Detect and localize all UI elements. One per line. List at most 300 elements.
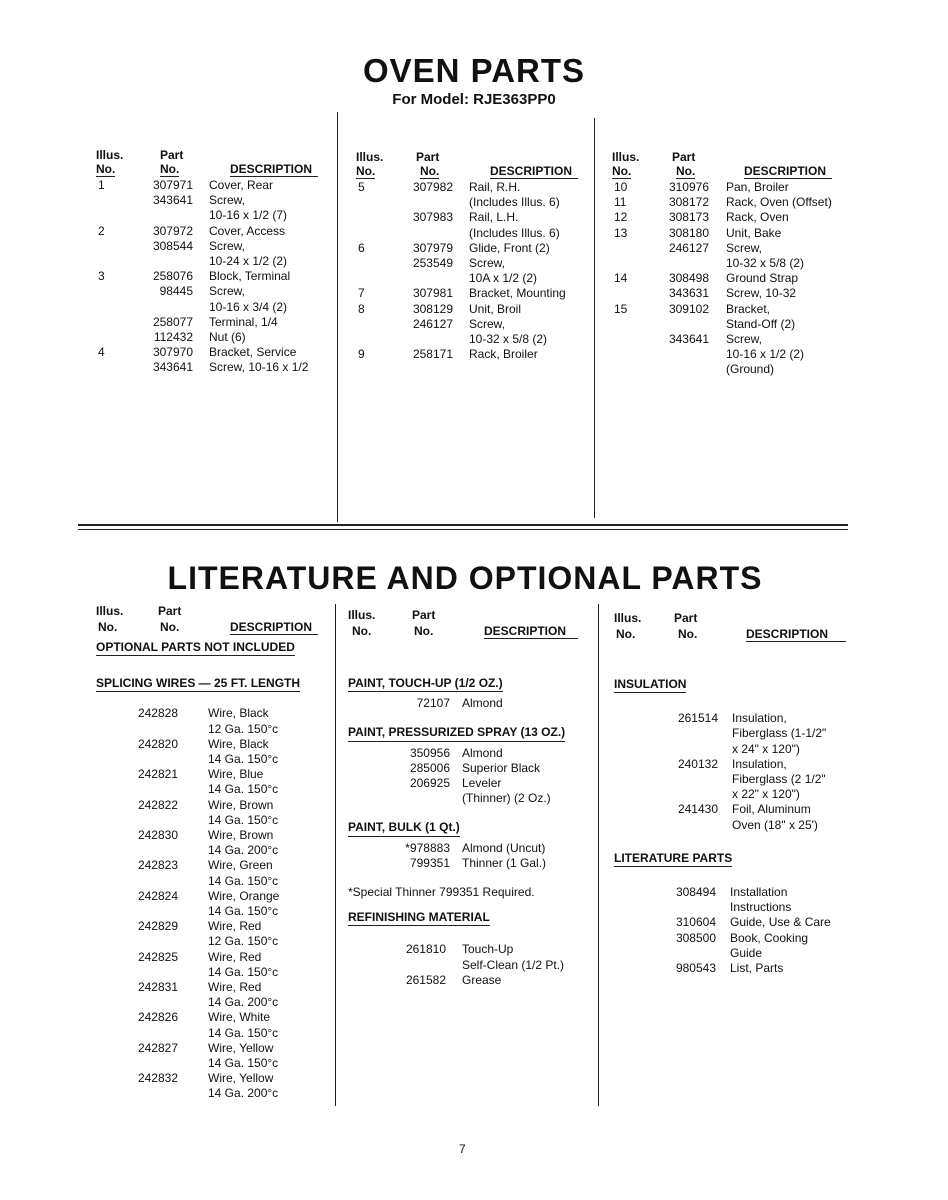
part-number: 246127 [668,240,709,255]
paint-touchup-heading: PAINT, TOUCH-UP (1/2 OZ.) [348,676,503,692]
lit-col-2 [348,608,596,988]
lit-col-1 [96,604,332,1102]
part-number: 242826 [137,1010,178,1025]
part-number: 242831 [137,980,178,995]
part-description: x 24" x 120") [732,741,800,756]
wire-gauge: 14 Ga. 200°c [208,1086,279,1101]
illus-label: Illus. [96,148,124,162]
part-row [356,317,592,332]
optional-parts-heading: OPTIONAL PARTS NOT INCLUDED [96,640,295,656]
part-description: x 22" x 120") [732,787,800,802]
part-row [96,1071,332,1086]
part-row [96,980,332,995]
wire-item [96,828,332,858]
illus-label: Illus. [96,604,124,618]
part-description: Bracket, [726,301,771,316]
part-description: Screw, [209,193,246,208]
part-description: Fiberglass (1-1/2" [732,726,827,741]
part-row [96,360,332,375]
part-description: Stand-Off (2) [726,316,796,331]
description-label: DESCRIPTION [746,627,846,642]
part-row [612,256,848,271]
part-row [614,900,848,915]
part-number: 310604 [675,915,716,930]
part-description: 10-16 x 1/2 (2) [726,347,805,362]
part-description: 10-16 x 3/4 (2) [209,299,288,314]
part-row [96,208,332,223]
part-number: 242825 [137,949,178,964]
part-description: Wire, Yellow [208,1071,274,1086]
part-row [356,226,592,241]
oven-parts-title: OVEN PARTS [362,52,586,89]
part-description: Wire, Red [208,919,262,934]
part-number: 242829 [137,919,178,934]
page-number: 7 [459,1142,466,1156]
illus-label: Illus. [356,150,384,164]
part-number: 258171 [412,347,453,362]
part-row [96,950,332,965]
part-description: Rail, R.H. [469,180,521,194]
part-description: Wire, Brown [208,797,274,812]
part-description: Rack, Broiler [469,347,538,362]
wire-gauge: 14 Ga. 200°c [208,995,279,1010]
divider-top-2 [594,118,595,518]
part-number: 112432 [153,330,193,345]
part-row [348,841,596,856]
part-row [96,193,332,208]
part-number: 310976 [668,180,709,194]
part-label: Part [158,604,182,618]
part-row [356,302,592,317]
part-number: 308544 [152,238,193,253]
wire-gauge: 14 Ga. 150°c [208,1056,279,1071]
part-number: 308172 [668,195,709,210]
part-label: Part [160,148,184,162]
insulation-list [614,711,848,833]
part-description: Screw, 10-32 [726,286,797,301]
part-row [612,347,848,362]
part-number: 242820 [137,736,178,751]
part-description: (Thinner) (2 Oz.) [462,791,551,806]
part-description: Oven (18" x 25') [732,817,818,832]
illus-number: 4 [98,345,105,360]
divider-bottom-1 [335,604,336,1106]
part-number: 343641 [152,193,193,208]
illus-number: 12 [614,210,628,225]
part-row [348,746,596,761]
part-no-label: No. [414,624,434,638]
part-description: Screw, [469,256,506,271]
part-row [348,942,596,957]
illus-label: Illus. [614,611,642,625]
paint-bulk-heading: PAINT, BULK (1 Qt.) [348,820,460,836]
part-row [356,286,592,301]
part-description: 10A x 1/2 (2) [469,271,538,286]
illus-number: 11 [614,195,627,210]
refinishing-heading: REFINISHING MATERIAL [348,910,490,926]
part-row [348,791,596,806]
part-row [96,889,332,904]
part-row [96,224,332,239]
part-description: Screw, [209,284,246,299]
illus-no-label: No. [612,164,632,178]
description-label: DESCRIPTION [230,162,318,177]
part-row [614,946,848,961]
illus-no-label: No. [96,162,116,176]
part-row [612,332,848,347]
paint-touchup-list [348,696,596,711]
part-number: 307972 [152,223,193,238]
illus-number: 5 [358,180,365,194]
part-description: Nut (6) [209,330,246,345]
oven-col-2-rows [356,180,592,362]
part-description: Screw, [726,240,763,255]
part-description: Wire, White [208,1010,271,1025]
part-row [356,210,592,225]
wire-item [96,798,332,828]
illus-no-label: No. [616,627,636,641]
part-row [96,239,332,254]
illus-label: Illus. [612,150,640,164]
paint-spray-heading: PAINT, PRESSURIZED SPRAY (13 OZ.) [348,725,565,741]
part-description: Insulation, [732,756,787,771]
part-row [96,1010,332,1025]
part-number: 307970 [152,345,193,360]
part-description: Touch-Up [462,942,514,957]
part-row [348,761,596,776]
illus-number: 10 [614,180,628,194]
part-row [356,332,592,347]
part-label: Part [416,150,440,164]
part-row [614,802,848,817]
part-row [348,856,596,871]
wire-item [96,980,332,1010]
paint-bulk-list [348,841,596,871]
part-number: 307971 [152,178,193,192]
oven-col-2-header [356,150,592,180]
divider-top-1 [337,112,338,522]
part-number: 308173 [668,210,709,225]
part-number: 242827 [137,1040,178,1055]
part-row [356,195,592,210]
part-description: Rack, Oven [726,210,789,225]
part-row [614,757,848,772]
part-number: 242828 [137,706,178,721]
part-number: 343641 [668,332,709,347]
part-number: 307981 [412,286,453,301]
illus-no-label: No. [98,620,118,634]
wire-gauge: 14 Ga. 150°c [208,782,279,797]
part-description: Wire, Yellow [208,1040,274,1055]
section-rule [78,524,848,526]
part-label: Part [412,608,436,622]
part-no-label: No. [676,164,696,178]
part-row [612,302,848,317]
oven-col-3-rows [612,180,848,378]
part-row [348,973,596,988]
part-description: Wire, Brown [208,828,274,843]
part-row [96,284,332,299]
oven-col-3-header [612,150,848,180]
illus-label: Illus. [348,608,376,622]
part-row [614,787,848,802]
part-description: 10-16 x 1/2 (7) [209,208,288,223]
part-description: Almond [462,745,503,760]
part-description: (Includes Illus. 6) [469,225,560,240]
illus-no-label: No. [352,624,372,638]
part-description: Unit, Bake [726,225,782,240]
refinishing-list [348,942,596,988]
part-number: 799351 [409,855,450,870]
part-row [612,210,848,225]
part-number: 307983 [412,210,453,225]
wire-gauge: 14 Ga. 200°c [208,843,279,858]
part-row [96,254,332,269]
part-row [96,178,332,193]
part-description: Screw, [209,238,246,253]
part-number: 253549 [412,256,453,271]
lit-col-3-header [614,611,848,641]
paint-spray-list [348,746,596,807]
part-description: Wire, Red [208,949,262,964]
part-number: 206925 [409,776,450,791]
part-description: Wire, Blue [208,767,264,782]
part-description: Wire, Red [208,980,262,995]
part-description: Cover, Access [209,223,286,238]
part-number: 980543 [675,961,716,976]
wire-gauge: 14 Ga. 150°c [208,873,279,888]
part-number: 242832 [137,1071,178,1086]
part-row [96,828,332,843]
wire-gauge: 14 Ga. 150°c [208,752,279,767]
wire-gauge: 14 Ga. 150°c [208,1025,279,1040]
part-number: 309102 [668,301,709,316]
part-row [96,919,332,934]
part-description: Ground Strap [726,271,799,286]
part-label: Part [674,611,698,625]
part-description: 10-32 x 5/8 (2) [726,256,805,271]
part-description: Wire, Black [208,706,269,721]
wire-item [96,1010,332,1040]
part-description: Self-Clean (1/2 Pt.) [462,957,565,972]
part-description: (Includes Illus. 6) [469,195,560,210]
part-no-label: No. [160,620,180,634]
description-label: DESCRIPTION [230,620,318,635]
part-number: 258076 [152,269,193,284]
part-description: Leveler [462,776,502,791]
wire-gauge: 14 Ga. 150°c [208,904,279,919]
wire-gauge: 14 Ga. 150°c [208,812,279,827]
wire-gauge: 12 Ga. 150°c [208,721,279,736]
part-description: Wire, Orange [208,888,280,903]
literature-parts-heading: LITERATURE PARTS [614,851,732,867]
part-number: 242822 [137,797,178,812]
part-row [356,256,592,271]
part-row [612,180,848,195]
illus-number: 6 [358,240,365,255]
description-label: DESCRIPTION [744,164,832,179]
part-no-label: No. [420,164,440,178]
description-label: DESCRIPTION [484,624,578,639]
illus-number: 8 [358,301,365,316]
wire-gauge: 14 Ga. 150°c [208,964,279,979]
part-row [614,711,848,726]
part-number: 308180 [668,225,709,240]
splicing-wires-list [96,706,332,1101]
part-number: 261810 [405,942,446,957]
part-description: Guide [730,945,763,960]
oven-col-3 [612,150,848,378]
part-description: Almond (Uncut) [462,840,546,855]
part-row [614,772,848,787]
part-description: Wire, Green [208,858,273,873]
part-row [614,931,848,946]
part-row [614,742,848,757]
section-rule-2 [78,529,848,530]
part-row [612,286,848,301]
part-row [612,271,848,286]
part-row [348,696,596,711]
part-row [612,317,848,332]
lit-col-3 [614,611,848,976]
wire-item [96,1041,332,1071]
part-description: Rail, L.H. [469,210,519,225]
part-row [614,915,848,930]
wire-item [96,919,332,949]
part-description: Installation [730,885,788,900]
part-number: 246127 [412,316,453,331]
illus-number: 2 [98,223,105,238]
wire-gauge: 12 Ga. 150°c [208,934,279,949]
part-number: 261582 [405,972,446,987]
part-description: Unit, Broil [469,301,522,316]
part-row [356,241,592,256]
part-row [614,726,848,741]
oven-col-2 [356,150,592,362]
part-description: Block, Terminal [209,269,291,284]
part-description: Screw, [726,332,763,347]
part-description: Bracket, Mounting [469,286,566,301]
part-row [96,706,332,721]
illus-no-label: No. [356,164,376,178]
illus-number: 9 [358,347,365,362]
part-row [348,776,596,791]
part-number: *978883 [405,840,450,855]
part-number: 307979 [412,240,453,255]
divider-bottom-2 [598,604,599,1106]
part-number: 350956 [409,745,450,760]
part-row [614,961,848,976]
part-row [614,885,848,900]
part-description: Bracket, Service [209,345,297,360]
part-number: 261514 [677,711,718,726]
part-row [96,798,332,813]
part-description: Superior Black [462,760,541,775]
part-row [96,858,332,873]
literature-title: LITERATURE AND OPTIONAL PARTS [167,560,763,596]
illus-number: 15 [614,301,628,316]
wire-item [96,889,332,919]
part-description: Thinner (1 Gal.) [462,855,547,870]
part-row [96,1041,332,1056]
part-number: 308129 [412,301,453,316]
part-description: Screw, [469,316,506,331]
part-row [96,345,332,360]
illus-number: 14 [614,271,628,286]
wire-item [96,1071,332,1101]
model-subtitle: For Model: RJE363PP0 [392,91,556,108]
part-row [348,958,596,973]
part-row [612,226,848,241]
literature-parts-list [614,885,848,976]
part-row [614,818,848,833]
wire-item [96,737,332,767]
part-row [356,347,592,362]
wire-item [96,706,332,736]
illus-number: 1 [98,178,105,192]
wire-item [96,767,332,797]
oven-col-1-header [96,148,332,178]
part-row [96,330,332,345]
part-number: 242821 [137,767,178,782]
part-description: Screw, 10-16 x 1/2 [209,360,309,375]
part-description: Instructions [730,900,792,915]
description-label: DESCRIPTION [490,164,578,179]
part-number: 308494 [675,885,716,900]
wire-item [96,858,332,888]
part-description: (Ground) [726,362,775,377]
illus-number: 13 [614,225,628,240]
part-number: 285006 [409,760,450,775]
part-row [96,767,332,782]
part-description: Rack, Oven (Offset) [726,195,832,210]
part-number: 308498 [668,271,709,286]
insulation-heading: INSULATION [614,677,686,693]
oven-col-1 [96,148,332,376]
part-description: Book, Cooking [730,930,809,945]
part-row [612,241,848,256]
part-row [96,300,332,315]
part-number: 98445 [159,284,193,299]
part-row [356,271,592,286]
part-number: 242824 [137,888,178,903]
part-row [96,737,332,752]
part-description: Glide, Front (2) [469,240,550,255]
part-number: 258077 [152,314,193,329]
part-number: 307982 [412,180,453,194]
part-number: 240132 [677,756,718,771]
part-description: Foil, Aluminum [732,802,811,817]
part-description: Wire, Black [208,736,269,751]
part-description: 10-32 x 5/8 (2) [469,332,548,347]
part-number: 241430 [677,802,718,817]
part-number: 343631 [668,286,709,301]
part-row [356,180,592,195]
lit-col-1-header [96,604,332,634]
part-number: 242823 [137,858,178,873]
special-thinner-note: *Special Thinner 799351 Required. [348,885,535,900]
part-description: 10-24 x 1/2 (2) [209,254,288,269]
part-description: List, Parts [730,961,784,976]
part-number: 343641 [152,360,193,375]
part-number: 242830 [137,828,178,843]
part-label: Part [672,150,696,164]
part-description: Almond [462,696,503,711]
part-no-label: No. [160,162,180,176]
part-description: Grease [462,972,502,987]
part-description: Guide, Use & Care [730,915,831,930]
part-no-label: No. [678,627,698,641]
